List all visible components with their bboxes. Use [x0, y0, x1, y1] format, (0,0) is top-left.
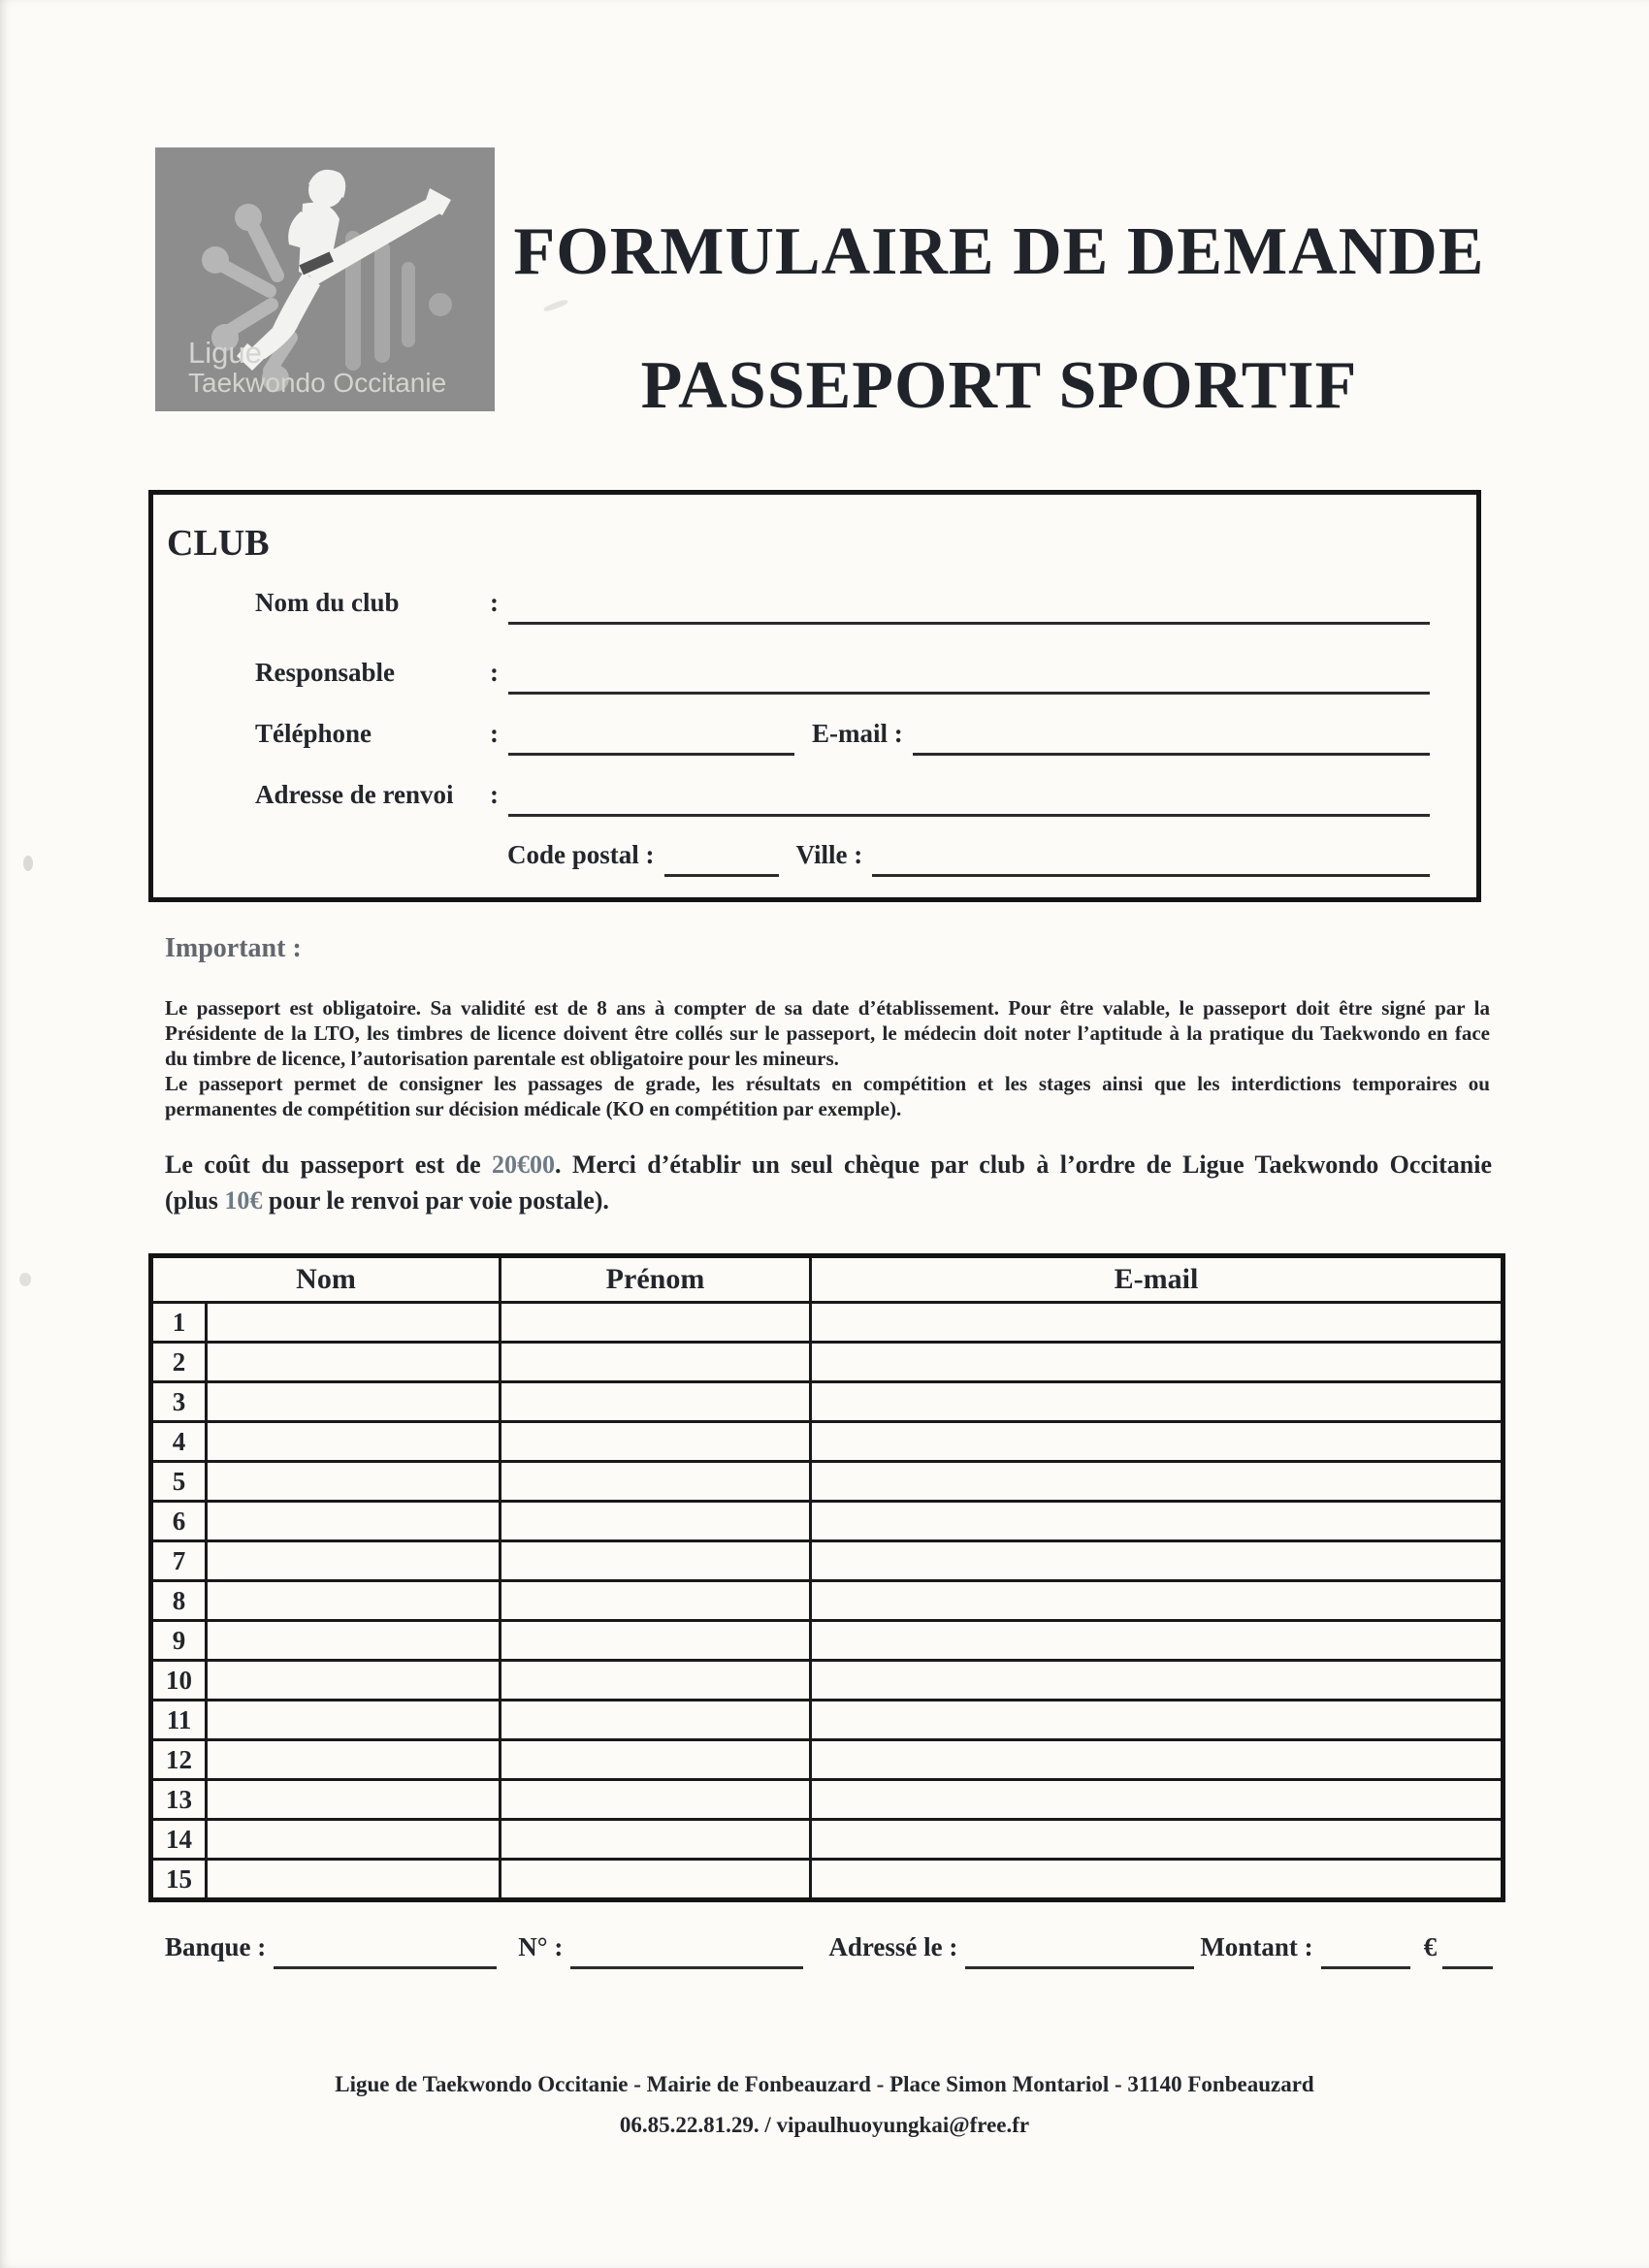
cell-email — [811, 1303, 1504, 1343]
cell-email — [811, 1621, 1504, 1661]
important-line: Présidente de la LTO, les timbres de licence doivent être collés sur le passeport, le médecin doit noter l’aptitude à la pratique du Taekwondo en face — [165, 1021, 1490, 1045]
email-field-line — [913, 749, 1430, 756]
telephone-row — [255, 719, 1430, 749]
responsable-field-line — [508, 688, 1430, 695]
colon: : — [490, 658, 499, 687]
ville-field-line — [872, 870, 1430, 877]
adresse-renvoi-label: Adresse de renvoi — [255, 780, 454, 809]
cost-text: . Merci d’établir un seul chèque par club à l’ordre de Ligue Taekwondo Occitanie — [555, 1150, 1492, 1179]
row-number: 2 — [151, 1343, 207, 1382]
table-row — [151, 1740, 1504, 1780]
club-name-row — [255, 588, 1430, 618]
telephone-field-line — [508, 749, 794, 756]
cell-email — [811, 1502, 1504, 1541]
row-number: 1 — [151, 1303, 207, 1343]
page-title — [485, 214, 1513, 423]
row-number: 11 — [151, 1701, 207, 1740]
cell-nom — [207, 1382, 501, 1422]
euro-sign: € — [1423, 1932, 1438, 1961]
club-name-label: Nom du club — [255, 588, 400, 617]
table-row — [151, 1541, 1504, 1581]
header-email: E-mail — [811, 1256, 1504, 1303]
table-row — [151, 1701, 1504, 1740]
colon: : — [490, 780, 499, 809]
cell-nom — [207, 1780, 501, 1820]
cost-text: Le coût du passeport est de — [165, 1150, 493, 1179]
members-table — [148, 1253, 1505, 1902]
numero-label: N° : — [518, 1932, 564, 1961]
cell-prenom — [501, 1780, 811, 1820]
table-row — [151, 1422, 1504, 1462]
taekwondo-logo-image — [155, 147, 495, 411]
cost-text: pour le renvoi par voie postale). — [262, 1186, 609, 1215]
cell-nom — [207, 1860, 501, 1900]
scan-artifact — [23, 856, 33, 871]
table-row — [151, 1860, 1504, 1900]
cell-email — [811, 1740, 1504, 1780]
logo-text-line1: Ligue — [188, 336, 262, 370]
row-number: 14 — [151, 1820, 207, 1860]
cell-prenom — [501, 1701, 811, 1740]
table-header-row — [151, 1256, 1504, 1303]
table-row — [151, 1303, 1504, 1343]
table-row — [151, 1621, 1504, 1661]
important-line: Le passeport permet de consigner les passages de grade, les résultats en compétition et les stages ainsi que les interdictions temporaires ou — [165, 1072, 1490, 1095]
cell-nom — [207, 1502, 501, 1541]
montant-label: Montant : — [1200, 1932, 1313, 1961]
member-table-body — [151, 1303, 1504, 1900]
numero-field-line — [570, 1962, 803, 1969]
footer-contact: 06.85.22.81.29. / vipaulhuoyungkai@free.fr — [619, 2113, 1030, 2137]
important-paragraph — [165, 995, 1490, 1121]
header-nom: Nom — [151, 1256, 501, 1303]
cell-nom — [207, 1621, 501, 1661]
cell-nom — [207, 1422, 501, 1462]
club-section — [148, 490, 1481, 902]
cell-prenom — [501, 1462, 811, 1502]
cell-email — [811, 1422, 1504, 1462]
row-number: 10 — [151, 1661, 207, 1701]
cost-paragraph — [165, 1147, 1492, 1218]
row-number: 5 — [151, 1462, 207, 1502]
cell-prenom — [501, 1740, 811, 1780]
table-row — [151, 1581, 1504, 1621]
form-title-line2: PASSEPORT SPORTIF — [640, 348, 1358, 423]
table-row — [151, 1502, 1504, 1541]
colon: : — [490, 588, 499, 617]
code-postal-ville-row — [507, 840, 1430, 870]
logo-text-line2: Taekwondo Occitanie — [188, 368, 447, 398]
important-line: Le passeport est obligatoire. Sa validité est de 8 ans à compter de sa date d’établissement. Pour être valable, le passeport doit être signé par la — [165, 996, 1490, 1020]
header-prenom: Prénom — [501, 1256, 811, 1303]
cell-prenom — [501, 1621, 811, 1661]
cell-email — [811, 1581, 1504, 1621]
important-heading: Important : — [165, 933, 302, 963]
passport-price: 20€00 — [492, 1150, 556, 1179]
cell-nom — [207, 1303, 501, 1343]
cell-prenom — [501, 1661, 811, 1701]
important-line: du timbre de licence, l’autorisation parentale est obligatoire pour les mineurs. — [165, 1047, 839, 1070]
table-row — [151, 1382, 1504, 1422]
adresse-renvoi-row — [255, 780, 1430, 810]
cell-prenom — [501, 1382, 811, 1422]
row-number: 3 — [151, 1382, 207, 1422]
cell-email — [811, 1860, 1504, 1900]
responsable-label: Responsable — [255, 658, 396, 687]
postal-fee: 10€ — [224, 1186, 263, 1215]
banque-field-line — [274, 1962, 497, 1969]
cell-email — [811, 1661, 1504, 1701]
important-line: permanentes de compétition sur décision médicale (KO en compétition par exemple). — [165, 1097, 902, 1120]
table-row — [151, 1820, 1504, 1860]
cell-nom — [207, 1541, 501, 1581]
club-name-field-line — [508, 618, 1430, 625]
row-number: 15 — [151, 1860, 207, 1900]
payment-row — [165, 1932, 1493, 1962]
cell-nom — [207, 1343, 501, 1382]
table-row — [151, 1661, 1504, 1701]
cost-text: (plus — [165, 1186, 225, 1215]
email-label: E-mail : — [812, 719, 903, 748]
adresse-le-field-line — [965, 1962, 1194, 1969]
table-row — [151, 1343, 1504, 1382]
cell-email — [811, 1701, 1504, 1740]
cell-nom — [207, 1701, 501, 1740]
montant-field-line — [1321, 1962, 1410, 1969]
row-number: 8 — [151, 1581, 207, 1621]
form-title-line1: FORMULAIRE DE DEMANDE — [513, 214, 1485, 289]
cell-prenom — [501, 1422, 811, 1462]
cell-prenom — [501, 1820, 811, 1860]
ville-label: Ville : — [795, 840, 863, 869]
telephone-label: Téléphone — [255, 719, 372, 748]
adresse-le-label: Adressé le : — [828, 1932, 958, 1961]
cell-nom — [207, 1581, 501, 1621]
scan-artifact — [19, 1273, 31, 1286]
footer — [0, 2064, 1649, 2146]
row-number: 9 — [151, 1621, 207, 1661]
cell-prenom — [501, 1860, 811, 1900]
cell-prenom — [501, 1343, 811, 1382]
cell-nom — [207, 1820, 501, 1860]
row-number: 12 — [151, 1740, 207, 1780]
club-section-heading: CLUB — [167, 523, 270, 564]
cell-prenom — [501, 1541, 811, 1581]
cell-email — [811, 1343, 1504, 1382]
cost-line1 — [165, 1147, 1492, 1183]
colon: : — [490, 719, 499, 748]
table-row — [151, 1780, 1504, 1820]
cell-email — [811, 1820, 1504, 1860]
responsable-row — [255, 658, 1430, 688]
row-number: 4 — [151, 1422, 207, 1462]
cell-nom — [207, 1740, 501, 1780]
cell-email — [811, 1541, 1504, 1581]
table-row — [151, 1462, 1504, 1502]
code-postal-label: Code postal : — [507, 840, 655, 869]
cell-nom — [207, 1462, 501, 1502]
cell-prenom — [501, 1303, 811, 1343]
row-number: 6 — [151, 1502, 207, 1541]
cell-email — [811, 1780, 1504, 1820]
cell-prenom — [501, 1502, 811, 1541]
footer-address: Ligue de Taekwondo Occitanie - Mairie de Fonbeauzard - Place Simon Montariol - 31140 Fonbeauzard — [335, 2072, 1314, 2096]
row-number: 13 — [151, 1780, 207, 1820]
league-logo — [155, 147, 495, 411]
cell-email — [811, 1462, 1504, 1502]
cell-prenom — [501, 1581, 811, 1621]
banque-label: Banque : — [165, 1932, 267, 1961]
row-number: 7 — [151, 1541, 207, 1581]
adresse-field-line — [508, 810, 1430, 817]
code-postal-field-line — [664, 870, 779, 877]
cents-field-line — [1442, 1962, 1493, 1969]
cell-nom — [207, 1661, 501, 1701]
cell-email — [811, 1382, 1504, 1422]
cost-line2 — [165, 1183, 1492, 1218]
